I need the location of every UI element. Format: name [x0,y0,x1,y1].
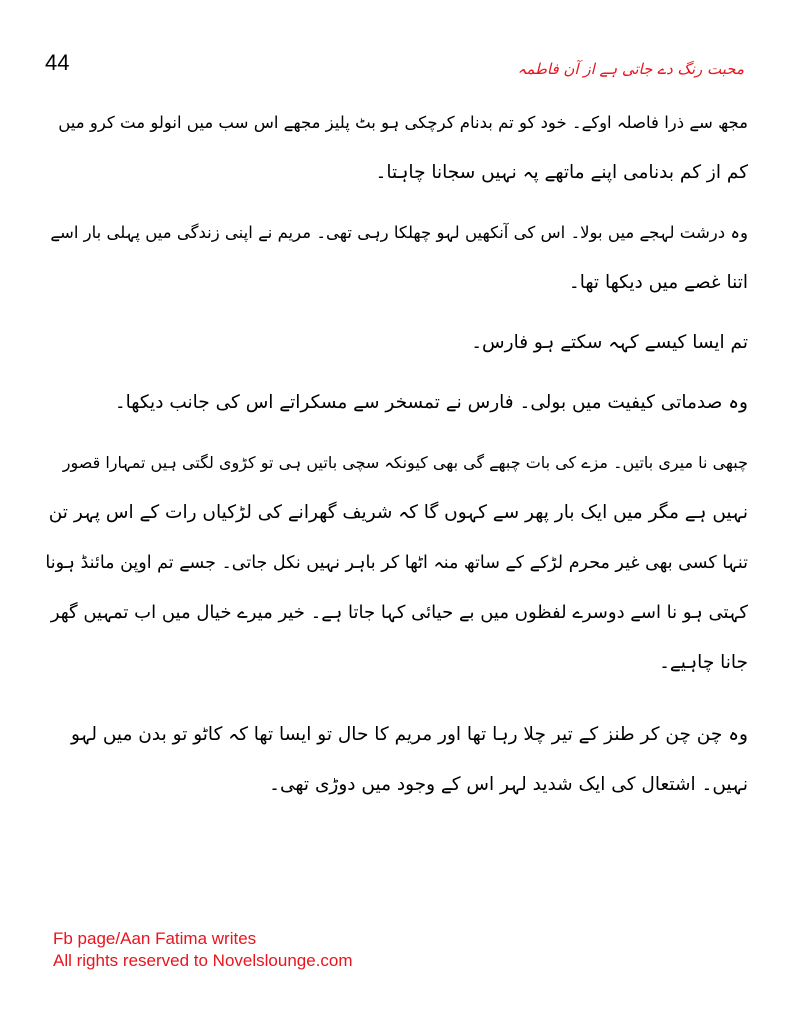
paragraph-5-line-3: تنہا کسی بھی غیر محرم لڑکے کے ساتھ منہ اٹھا کر باہر نہیں نکل جاتی۔ جسے تم اوپن مائنڈ ہونا [45,553,748,573]
running-header: محبت رنگ دے جاتی ہے از آن فاطمہ [517,60,744,78]
paragraph-2-line-1: وہ درشت لہجے میں بولا۔ اس کی آنکھیں لہو چھلکا رہی تھی۔ مریم نے اپنی زندگی میں پہلی بار اسے [50,223,748,242]
paragraph-1-line-2: کم از کم بدنامی اپنے ماتھے پہ نہیں سجانا چاہتا۔ [375,162,748,183]
paragraph-5-line-1: چبھی نا میری باتیں۔ مزے کی بات چبھے گی بھی کیونکہ سچی باتیں ہی تو کڑوی لگتی ہیں تمہارا قصور [62,453,748,472]
paragraph-5-line-2: نہیں ہے مگر میں ایک بار پھر سے کہوں گا کہ شریف گھرانے کی لڑکیاں رات کے اس پہر تن [48,502,748,523]
footer-credits [53,928,353,972]
paragraph-5-line-5: جانا چاہیے۔ [659,652,748,673]
paragraph-6-line-1: وہ چن چن کر طنز کے تیر چلا رہا تھا اور مریم کا حال تو ایسا تھا کہ کاٹو تو بدن میں لہو [70,724,748,745]
paragraph-5-line-4: کہتی ہو نا اسے دوسرے لفظوں میں بے حیائی کہا جاتا ہے۔ خیر میرے خیال میں اب تمہیں گھر [50,602,748,623]
footer-rights: All rights reserved to Novelslounge.com [53,951,353,970]
paragraph-6-line-2: نہیں۔ اشتعال کی ایک شدید لہر اس کے وجود میں دوڑی تھی۔ [269,774,748,795]
paragraph-4-line-1: وہ صدماتی کیفیت میں بولی۔ فارس نے تمسخر سے مسکراتے اس کی جانب دیکھا۔ [114,392,748,413]
body-text [44,98,748,810]
paragraph-3-line-1: تم ایسا کیسے کہہ سکتے ہو فارس۔ [471,332,748,353]
paragraph-1-line-1: مجھ سے ذرا فاصلہ اوکے۔ خود کو تم بدنام کرچکی ہو بٹ پلیز مجھے اس سب میں انولو مت کرو میں [58,113,748,132]
page-number: 44 [45,50,70,75]
footer-fb-page: Fb page/Aan Fatima writes [53,929,257,948]
paragraph-2-line-2: اتنا غصے میں دیکھا تھا۔ [568,272,748,293]
